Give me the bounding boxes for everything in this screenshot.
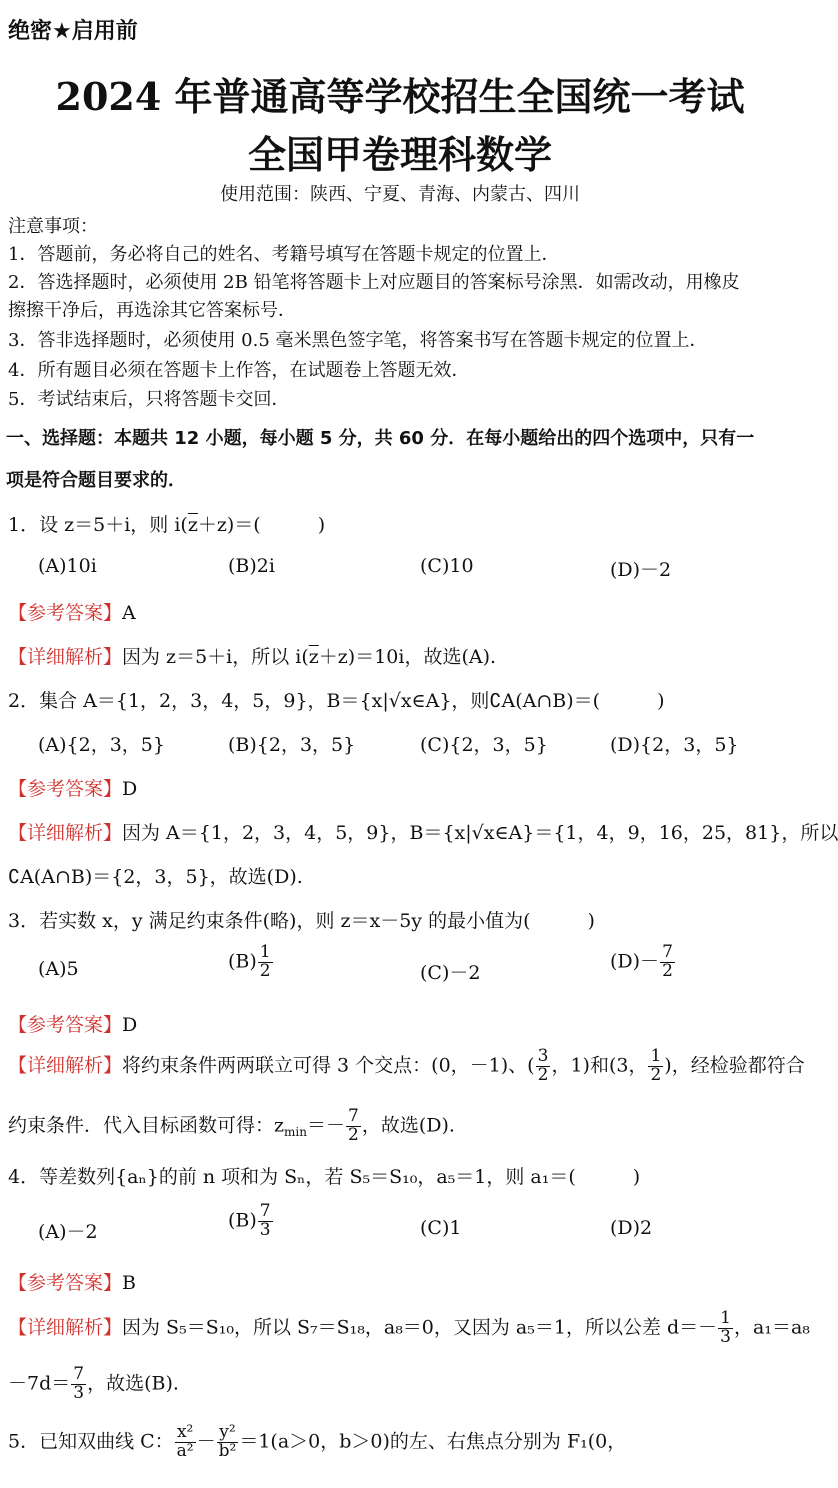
question-3-option-a: (A)5 bbox=[38, 958, 79, 980]
question-1-analysis: 【详细解析】因为 z＝5＋i，所以 $i(\overline{z}+z)=10i$，故选(A). bbox=[8, 646, 497, 668]
question-4-stem: 4．等差数列{aₙ}的前 n 项和为 Sₙ，若 S₅＝S₁₀，a₅＝1，则 a₁＝( ) bbox=[8, 1166, 641, 1188]
question-1-stem: 1．设 z＝5＋i，则 $i(\overline{z}+z)=$( ) bbox=[8, 514, 326, 536]
question-1-option-b: (B)2i bbox=[228, 555, 275, 577]
question-4-option-a: (A)－2 bbox=[38, 1221, 98, 1243]
exam-title: 2024 年普通高等学校招生全国统一考试 bbox=[55, 74, 745, 119]
section-heading-line1: 一、选择题：本题共 12 小题，每小题 5 分，共 60 分．在每小题给出的四个选项中，只有一 bbox=[6, 428, 755, 449]
question-1-option-d: (D)－2 bbox=[610, 559, 672, 581]
note-item-3: 3．答非选择题时，必须使用 0.5 毫米黑色签字笔，将答案书写在答题卡规定的位置上． bbox=[8, 330, 708, 351]
usage-scope: 使用范围：陕西、宁夏、青海、内蒙古、四川 bbox=[220, 184, 580, 205]
question-1-option-c: (C)10 bbox=[420, 555, 474, 577]
fraction: $\frac{7}{3}$ bbox=[73, 1364, 85, 1403]
note-item-2-cont: 擦擦干净后，再选涂其它答案标号． bbox=[8, 300, 296, 321]
question-2-option-a: (A){2，3，5} bbox=[38, 734, 165, 756]
fraction: $\frac{3}{2}$ bbox=[537, 1046, 549, 1085]
question-2-analysis-line2: ∁A(A∩B)＝{2，3，5}，故选(D). bbox=[8, 866, 303, 888]
section-heading-line2: 项是符合题目要求的． bbox=[6, 470, 186, 491]
fraction: $\frac{7}{2}$ bbox=[347, 1106, 359, 1145]
question-3-option-b: (B) $\frac{1}{2}$ bbox=[228, 942, 271, 981]
question-2-stem: 2．集合 A＝{1，2，3，4，5，9}，B＝{x|√x∈A}，则∁A(A∩B)＝( ) bbox=[8, 690, 665, 712]
question-3-option-c: (C)－2 bbox=[420, 962, 481, 984]
fraction: $\frac{\text{x²}}{\text{a²}}$ bbox=[176, 1422, 194, 1461]
fraction: $\frac{1}{2}$ bbox=[259, 942, 271, 981]
question-4-option-c: (C)1 bbox=[420, 1217, 462, 1239]
note-item-1: 1．答题前，务必将自己的姓名、考籍号填写在答题卡规定的位置上． bbox=[8, 244, 560, 265]
note-item-2: 2．答选择题时，必须使用 2B 铅笔将答题卡上对应题目的答案标号涂黑．如需改动，用橡皮 bbox=[8, 272, 740, 293]
question-4-option-d: (D)2 bbox=[610, 1217, 653, 1239]
question-4-option-b: (B) $\frac{7}{3}$ bbox=[228, 1201, 271, 1240]
question-2-answer: 【参考答案】D bbox=[8, 778, 138, 800]
question-3-analysis-line1: 【详细解析】将约束条件两两联立可得 3 个交点：(0，－1)、( $\frac{3}{2}$ ，1)和(3， $\frac{1}{2}$ )，经检验都符合 bbox=[8, 1046, 805, 1085]
question-3-analysis-line2: 约束条件．代入目标函数可得：$z_{min}=-$ $\frac{7}{2}$ ，故选(D). bbox=[8, 1106, 455, 1145]
question-2-analysis-line1: 【详细解析】因为 A＝{1，2，3，4，5，9}，B＝{x|√x∈A}＝{1，4，9，16，25，81}，所以 bbox=[8, 822, 838, 844]
fraction: $\frac{7}{3}$ bbox=[259, 1201, 271, 1240]
question-4-analysis-line1: 【详细解析】因为 S₅＝S₁₀，所以 S₇＝S₁₈，a₈＝0，又因为 a₅＝1，所以公差 d＝－ $\frac{1}{3}$ ，a₁＝a₈ bbox=[8, 1308, 810, 1347]
question-3-stem: 3．若实数 x，y 满足约束条件(略)，则 z＝x－5y 的最小值为( ) bbox=[8, 910, 595, 932]
secret-mark: 绝密★启用前 bbox=[8, 19, 138, 44]
note-item-5: 5．考试结束后，只将答题卡交回． bbox=[8, 389, 290, 410]
note-item-4: 4．所有题目必须在答题卡上作答，在试题卷上答题无效． bbox=[8, 360, 470, 381]
question-4-answer: 【参考答案】B bbox=[8, 1272, 136, 1294]
notes-heading: 注意事项： bbox=[8, 216, 98, 237]
question-1-option-a: (A)10i bbox=[38, 555, 97, 577]
question-3-answer: 【参考答案】D bbox=[8, 1014, 138, 1036]
fraction: $\frac{1}{2}$ bbox=[650, 1046, 662, 1085]
fraction: $\frac{7}{2}$ bbox=[662, 942, 673, 981]
question-1-answer: 【参考答案】A bbox=[8, 602, 136, 624]
fraction: $\frac{1}{3}$ bbox=[720, 1308, 731, 1347]
question-2-option-b: (B){2，3，5} bbox=[228, 734, 356, 756]
question-5-stem: 5．已知双曲线 C： $\frac{\text{x²}}{\text{a²}}$ － $\frac{\text{y²}}{\text{b²}}$ ＝1(a＞0，b＞0)的左、右焦点分别为 F₁(0， bbox=[8, 1422, 627, 1461]
exam-subtitle: 全国甲卷理科数学 bbox=[247, 132, 552, 177]
question-3-option-d: (D)－ $\frac{7}{2}$ bbox=[610, 942, 673, 981]
question-2-option-d: (D){2，3，5} bbox=[610, 734, 739, 756]
question-4-analysis-line2: －7d＝ $\frac{7}{3}$ ，故选(B). bbox=[8, 1364, 179, 1403]
fraction: $\frac{\text{y²}}{\text{b²}}$ bbox=[218, 1422, 237, 1461]
question-2-option-c: (C){2，3，5} bbox=[420, 734, 548, 756]
